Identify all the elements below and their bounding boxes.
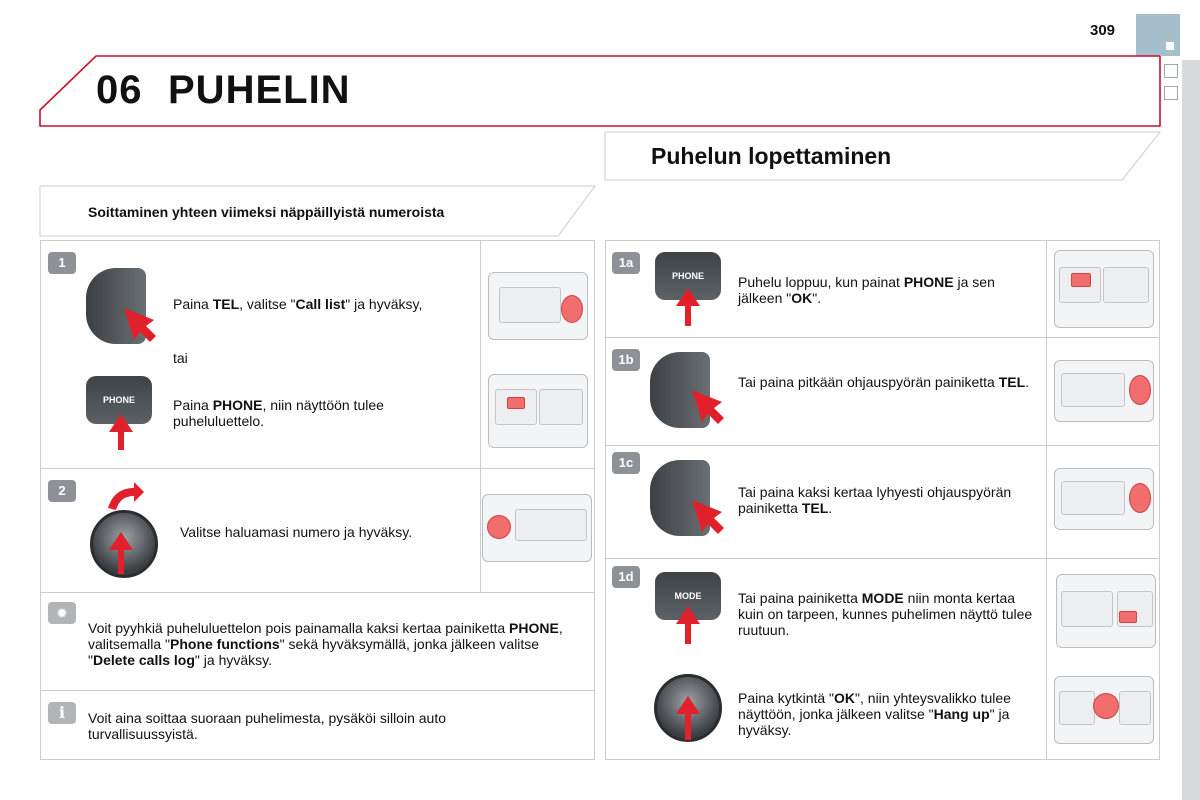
step-badge-1: 1 bbox=[48, 252, 76, 274]
info-icon: i bbox=[48, 702, 76, 724]
mode-key-image: MODE bbox=[655, 572, 721, 620]
phone-key-image: PHONE bbox=[655, 252, 721, 300]
ok-step-text: Paina kytkintä "OK", niin yhteysvalikko tulee näyttöön, jonka jälkeen valitse "Hang up" ja hyväksy. bbox=[738, 690, 1011, 738]
red-up-arrow-icon bbox=[676, 288, 700, 306]
left-section-title: Soittaminen yhteen viimeksi näppäillyistä numeroista bbox=[88, 204, 445, 220]
step-badge-1d: 1d bbox=[612, 566, 640, 588]
divider bbox=[40, 690, 595, 691]
red-up-arrow-icon bbox=[676, 606, 700, 624]
page-number: 309 bbox=[1090, 22, 1116, 39]
info-text: Voit aina soittaa suoraan puhelimesta, pysäköi silloin auto turvallisuussyistä. bbox=[88, 710, 446, 742]
divider bbox=[480, 240, 481, 592]
red-press-arrow-icon bbox=[688, 386, 728, 426]
radio-thumbnail bbox=[1056, 574, 1156, 648]
step1d-text: Tai paina painiketta MODE niin monta kertaa kuin on tarpeen, kunnes puhelimen näyttö tulee ruutuun. bbox=[738, 590, 1033, 638]
step1-text: Paina TEL, valitse "Call list" ja hyväksy, bbox=[173, 296, 423, 312]
step1-alt-text: Paina PHONE, niin näyttöön tulee puheluluettelo. bbox=[173, 397, 384, 429]
red-up-arrow-icon bbox=[676, 696, 700, 714]
red-up-arrow-icon bbox=[109, 414, 133, 432]
step-badge-1a: 1a bbox=[612, 252, 640, 274]
red-press-arrow-icon bbox=[120, 304, 160, 344]
step1c-text: Tai paina kaksi kertaa lyhyesti ohjauspyörän painiketta TEL. bbox=[738, 484, 1012, 516]
step1b-text: Tai paina pitkään ohjauspyörän painiketta TEL. bbox=[738, 374, 1030, 390]
radio-knob-thumbnail bbox=[482, 494, 592, 562]
tip-text: Voit pyyhkiä puheluluettelon pois painamalla kaksi kertaa painiketta PHONE, valitsemalla "Phone functions" sekä hyväksymällä, jonka jälkeen valitse "Delete calls log" ja hyväksy. bbox=[88, 620, 563, 668]
stalk-thumbnail bbox=[1054, 468, 1154, 530]
radio-thumbnail bbox=[488, 374, 588, 448]
divider bbox=[40, 468, 595, 469]
rotate-arrow-icon bbox=[104, 482, 144, 512]
step-badge-2: 2 bbox=[48, 480, 76, 502]
sun-tip-icon: ✹ bbox=[48, 602, 76, 624]
radio-knob-thumbnail bbox=[1054, 676, 1154, 744]
step1a-text: Puhelu loppuu, kun painat PHONE ja sen jälkeen "OK". bbox=[738, 274, 995, 306]
stalk-thumbnail bbox=[488, 272, 588, 340]
divider bbox=[40, 592, 595, 593]
stalk-thumbnail bbox=[1054, 360, 1154, 422]
chapter-number: 06 bbox=[96, 68, 143, 112]
radio-thumbnail bbox=[1054, 250, 1154, 328]
right-section-title: Puhelun lopettaminen bbox=[651, 143, 892, 169]
red-press-arrow-icon bbox=[688, 496, 728, 536]
chapter-title: PUHELIN bbox=[168, 68, 351, 112]
step-badge-1b: 1b bbox=[612, 349, 640, 371]
red-up-arrow-icon bbox=[109, 532, 133, 550]
step2-text: Valitse haluamasi numero ja hyväksy. bbox=[180, 524, 413, 540]
or-text: tai bbox=[173, 350, 188, 366]
step-badge-1c: 1c bbox=[612, 452, 640, 474]
phone-key-image: PHONE bbox=[86, 376, 152, 424]
